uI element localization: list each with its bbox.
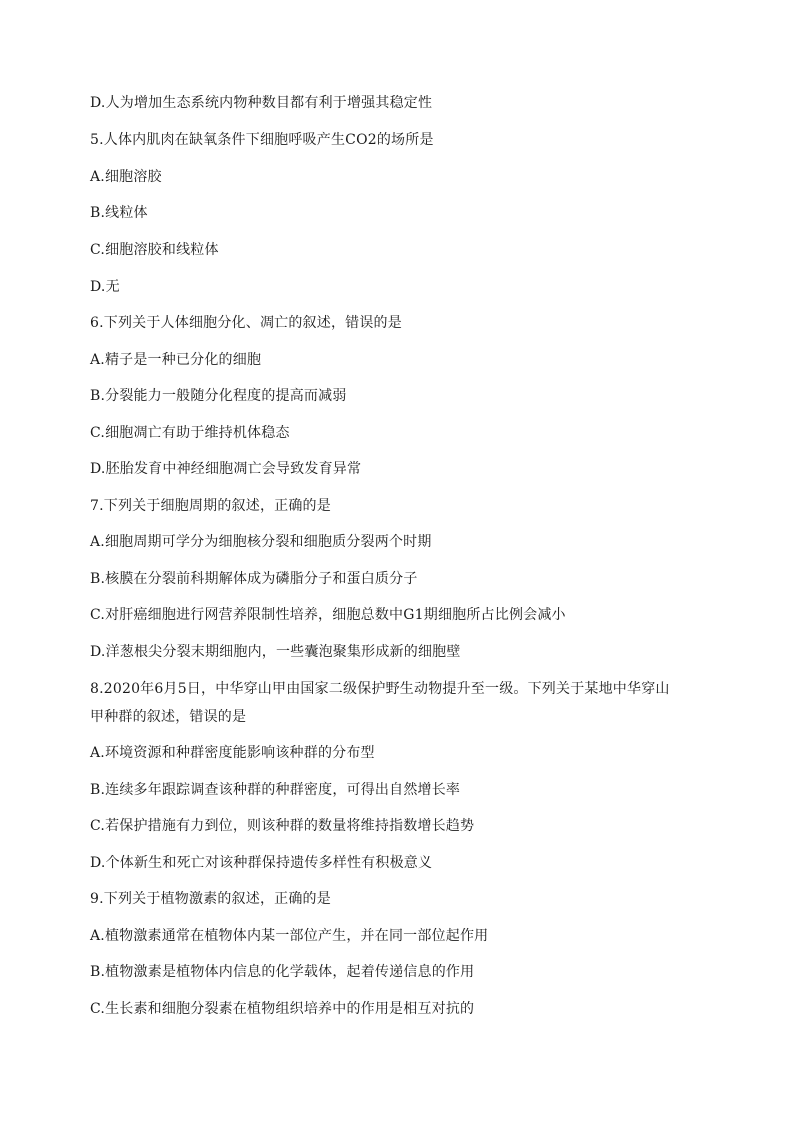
question-6: 6.下列关于人体细胞分化、凋亡的叙述，错误的是 xyxy=(90,315,402,331)
option-5d: D.无 xyxy=(90,279,120,295)
question-5: 5.人体内肌肉在缺氧条件下细胞呼吸产生CO2的场所是 xyxy=(90,132,434,148)
option-7a: A.细胞周期可学分为细胞核分裂和细胞质分裂两个时期 xyxy=(90,534,432,550)
option-8c: C.若保护措施有力到位，则该种群的数量将维持指数增长趋势 xyxy=(90,818,475,834)
option-5c: C.细胞溶胶和线粒体 xyxy=(90,242,219,258)
option-5a: A.细胞溶胶 xyxy=(90,169,162,185)
option-6b: B.分裂能力一般随分化程度的提高而减弱 xyxy=(90,388,347,404)
option-8d: D.个体新生和死亡对该种群保持遗传多样性有积极意义 xyxy=(90,855,433,871)
question-8: 8.2020年6月5日，中华穿山甲由国家二级保护野生动物提升至一级。下列关于某地中华穿山 xyxy=(90,681,670,697)
option-5b: B.线粒体 xyxy=(90,205,148,221)
option-6d: D.胚胎发育中神经细胞凋亡会导致发育异常 xyxy=(90,461,362,477)
option-6a: A.精子是一种已分化的细胞 xyxy=(90,352,262,368)
option-7d: D.洋葱根尖分裂末期细胞内，一些囊泡聚集形成新的细胞壁 xyxy=(90,644,461,660)
option-4d: D.人为增加生态系统内物种数目都有利于增强其稳定性 xyxy=(90,95,433,111)
question-9: 9.下列关于植物激素的叙述，正确的是 xyxy=(90,891,331,907)
option-7c: C.对肝癌细胞进行网营养限制性培养，细胞总数中G1期细胞所占比例会减小 xyxy=(90,607,566,623)
option-8a: A.环境资源和种群密度能影响该种群的分布型 xyxy=(90,745,375,761)
question-7: 7.下列关于细胞周期的叙述，正确的是 xyxy=(90,498,331,514)
option-6c: C.细胞凋亡有助于维持机体稳态 xyxy=(90,425,290,441)
option-9c: C.生长素和细胞分裂素在植物组织培养中的作用是相互对抗的 xyxy=(90,1001,475,1017)
option-9a: A.植物激素通常在植物体内某一部位产生，并在同一部位起作用 xyxy=(90,928,489,944)
option-8b: B.连续多年跟踪调查该种群的种群密度，可得出自然增长率 xyxy=(90,782,461,798)
option-9b: B.植物激素是植物体内信息的化学载体，起着传递信息的作用 xyxy=(90,964,475,980)
option-7b: B.核膜在分裂前科期解体成为磷脂分子和蛋白质分子 xyxy=(90,571,418,587)
question-8-cont: 甲种群的叙述，错误的是 xyxy=(90,709,247,725)
